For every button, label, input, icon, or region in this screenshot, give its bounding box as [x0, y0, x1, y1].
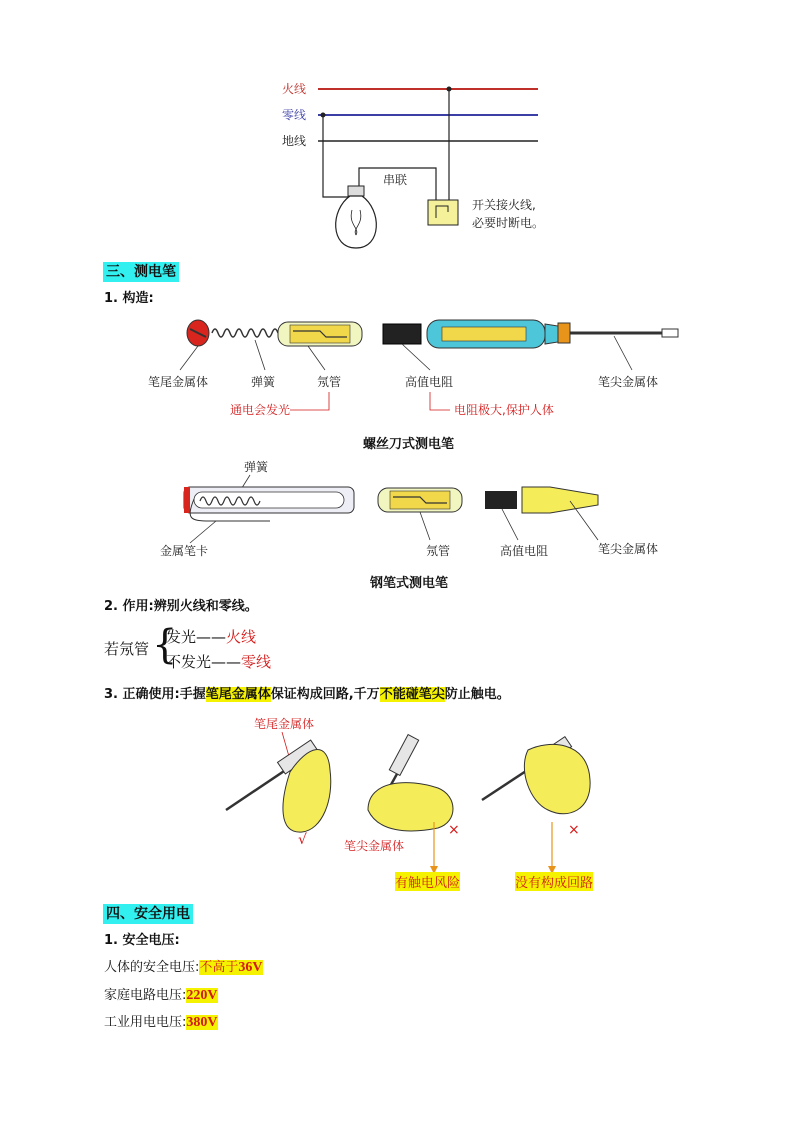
switch-note-line1: 开关接火线,	[472, 198, 536, 212]
neon-judgement-block	[104, 624, 304, 672]
neon-label: 氖管	[317, 375, 342, 389]
pen-resistor-icon	[485, 491, 517, 509]
correct-check: √	[298, 832, 307, 848]
switch-note-line2: 必要时断电。	[472, 216, 545, 230]
glow-label: 发光——	[166, 628, 227, 646]
neon-note: 通电会发光	[230, 403, 291, 417]
if-neon-label: 若氖管	[104, 640, 150, 658]
human-voltage-prefix: 不高于	[199, 960, 239, 975]
ground-wire-label: 地线	[282, 134, 307, 148]
noglow-label: 不发光——	[166, 653, 242, 671]
pen-spring-label: 弹簧	[244, 460, 269, 474]
usage-text-1: 3. 正确使用:手握	[104, 687, 206, 702]
no-loop-note: 没有构成回路	[515, 872, 593, 891]
risk-note: 有触电风险	[395, 872, 460, 891]
glow-answer: 火线	[226, 628, 257, 646]
pen-resistor-label: 高值电阻	[500, 544, 549, 558]
industry-voltage-line	[104, 1014, 218, 1032]
switch-icon	[428, 200, 458, 225]
screwdriver-tester-figure	[140, 310, 700, 425]
brace-icon: {	[152, 622, 178, 668]
home-voltage-label: 家庭电路电压:	[104, 988, 187, 1003]
fire-wire-label: 火线	[282, 82, 307, 96]
usage-highlight-tail: 笔尾金属体	[205, 687, 271, 702]
resistor-icon	[383, 324, 421, 344]
pen-neon-label: 氖管	[426, 544, 451, 558]
usage-heading	[104, 686, 510, 704]
light-bulb-icon	[336, 186, 377, 248]
no-loop-hand-icon	[482, 737, 590, 814]
neon-tube-icon	[278, 322, 362, 346]
tail-metal-icon	[187, 320, 209, 346]
spring-label: 弹簧	[251, 375, 276, 389]
human-voltage-label: 人体的安全电压:	[104, 960, 200, 975]
industry-voltage-label: 工业用电电压:	[104, 1015, 187, 1030]
cross-mark-1: ×	[448, 822, 460, 838]
circuit-diagram	[260, 70, 560, 260]
usage-illustration	[218, 710, 618, 895]
usage-highlight-tip: 不能碰笔尖	[379, 687, 445, 702]
correct-hand-icon	[226, 740, 331, 832]
tip-metal-label: 笔尖金属体	[598, 375, 659, 389]
home-voltage-value: 220V	[186, 988, 218, 1003]
noglow-answer: 零线	[241, 653, 272, 671]
resistor-label: 高值电阻	[405, 375, 454, 389]
lamp-wire	[323, 115, 353, 197]
cross-mark-2: ×	[568, 822, 580, 838]
tip-touch-hand-icon	[368, 735, 453, 831]
neutral-wire-label: 零线	[282, 108, 307, 122]
usage-text-2: 保证构成回路,千万	[270, 687, 380, 702]
industry-voltage-value: 380V	[186, 1015, 218, 1030]
resistor-note: 电阻极大,保护人体	[454, 403, 554, 417]
section-4-title: 四、安全用电	[103, 904, 193, 924]
pen-tester-figure	[150, 455, 680, 565]
pen-tester-caption: 钢笔式测电笔	[370, 576, 449, 591]
human-voltage-value	[199, 960, 262, 975]
human-voltage-number: 36V	[238, 960, 263, 975]
function-heading: 2. 作用:辨别火线和零线。	[104, 599, 258, 614]
pen-body-icon	[184, 487, 354, 521]
spring-icon	[212, 329, 278, 337]
screwdriver-tester-caption: 螺丝刀式测电笔	[363, 437, 455, 452]
series-label: 串联	[383, 173, 408, 187]
pen-neon-tube-icon	[378, 488, 462, 512]
noglow-line	[166, 651, 271, 672]
pen-tip-icon	[522, 487, 598, 513]
usage-tail-label: 笔尾金属体	[254, 717, 315, 731]
home-voltage-line	[104, 987, 218, 1005]
human-voltage-line	[104, 959, 263, 977]
pen-tip-label: 笔尖金属体	[598, 542, 659, 556]
construct-heading: 1. 构造:	[104, 291, 154, 306]
pen-clip-label: 金属笔卡	[160, 544, 209, 558]
tail-metal-label: 笔尾金属体	[148, 375, 209, 389]
usage-text-3: 防止触电。	[444, 687, 510, 702]
section-3-title: 三、测电笔	[103, 262, 179, 282]
usage-tip-label: 笔尖金属体	[344, 839, 405, 853]
glow-line	[166, 626, 256, 647]
screwdriver-handle-icon	[427, 320, 678, 348]
safe-voltage-heading: 1. 安全电压:	[104, 933, 180, 948]
